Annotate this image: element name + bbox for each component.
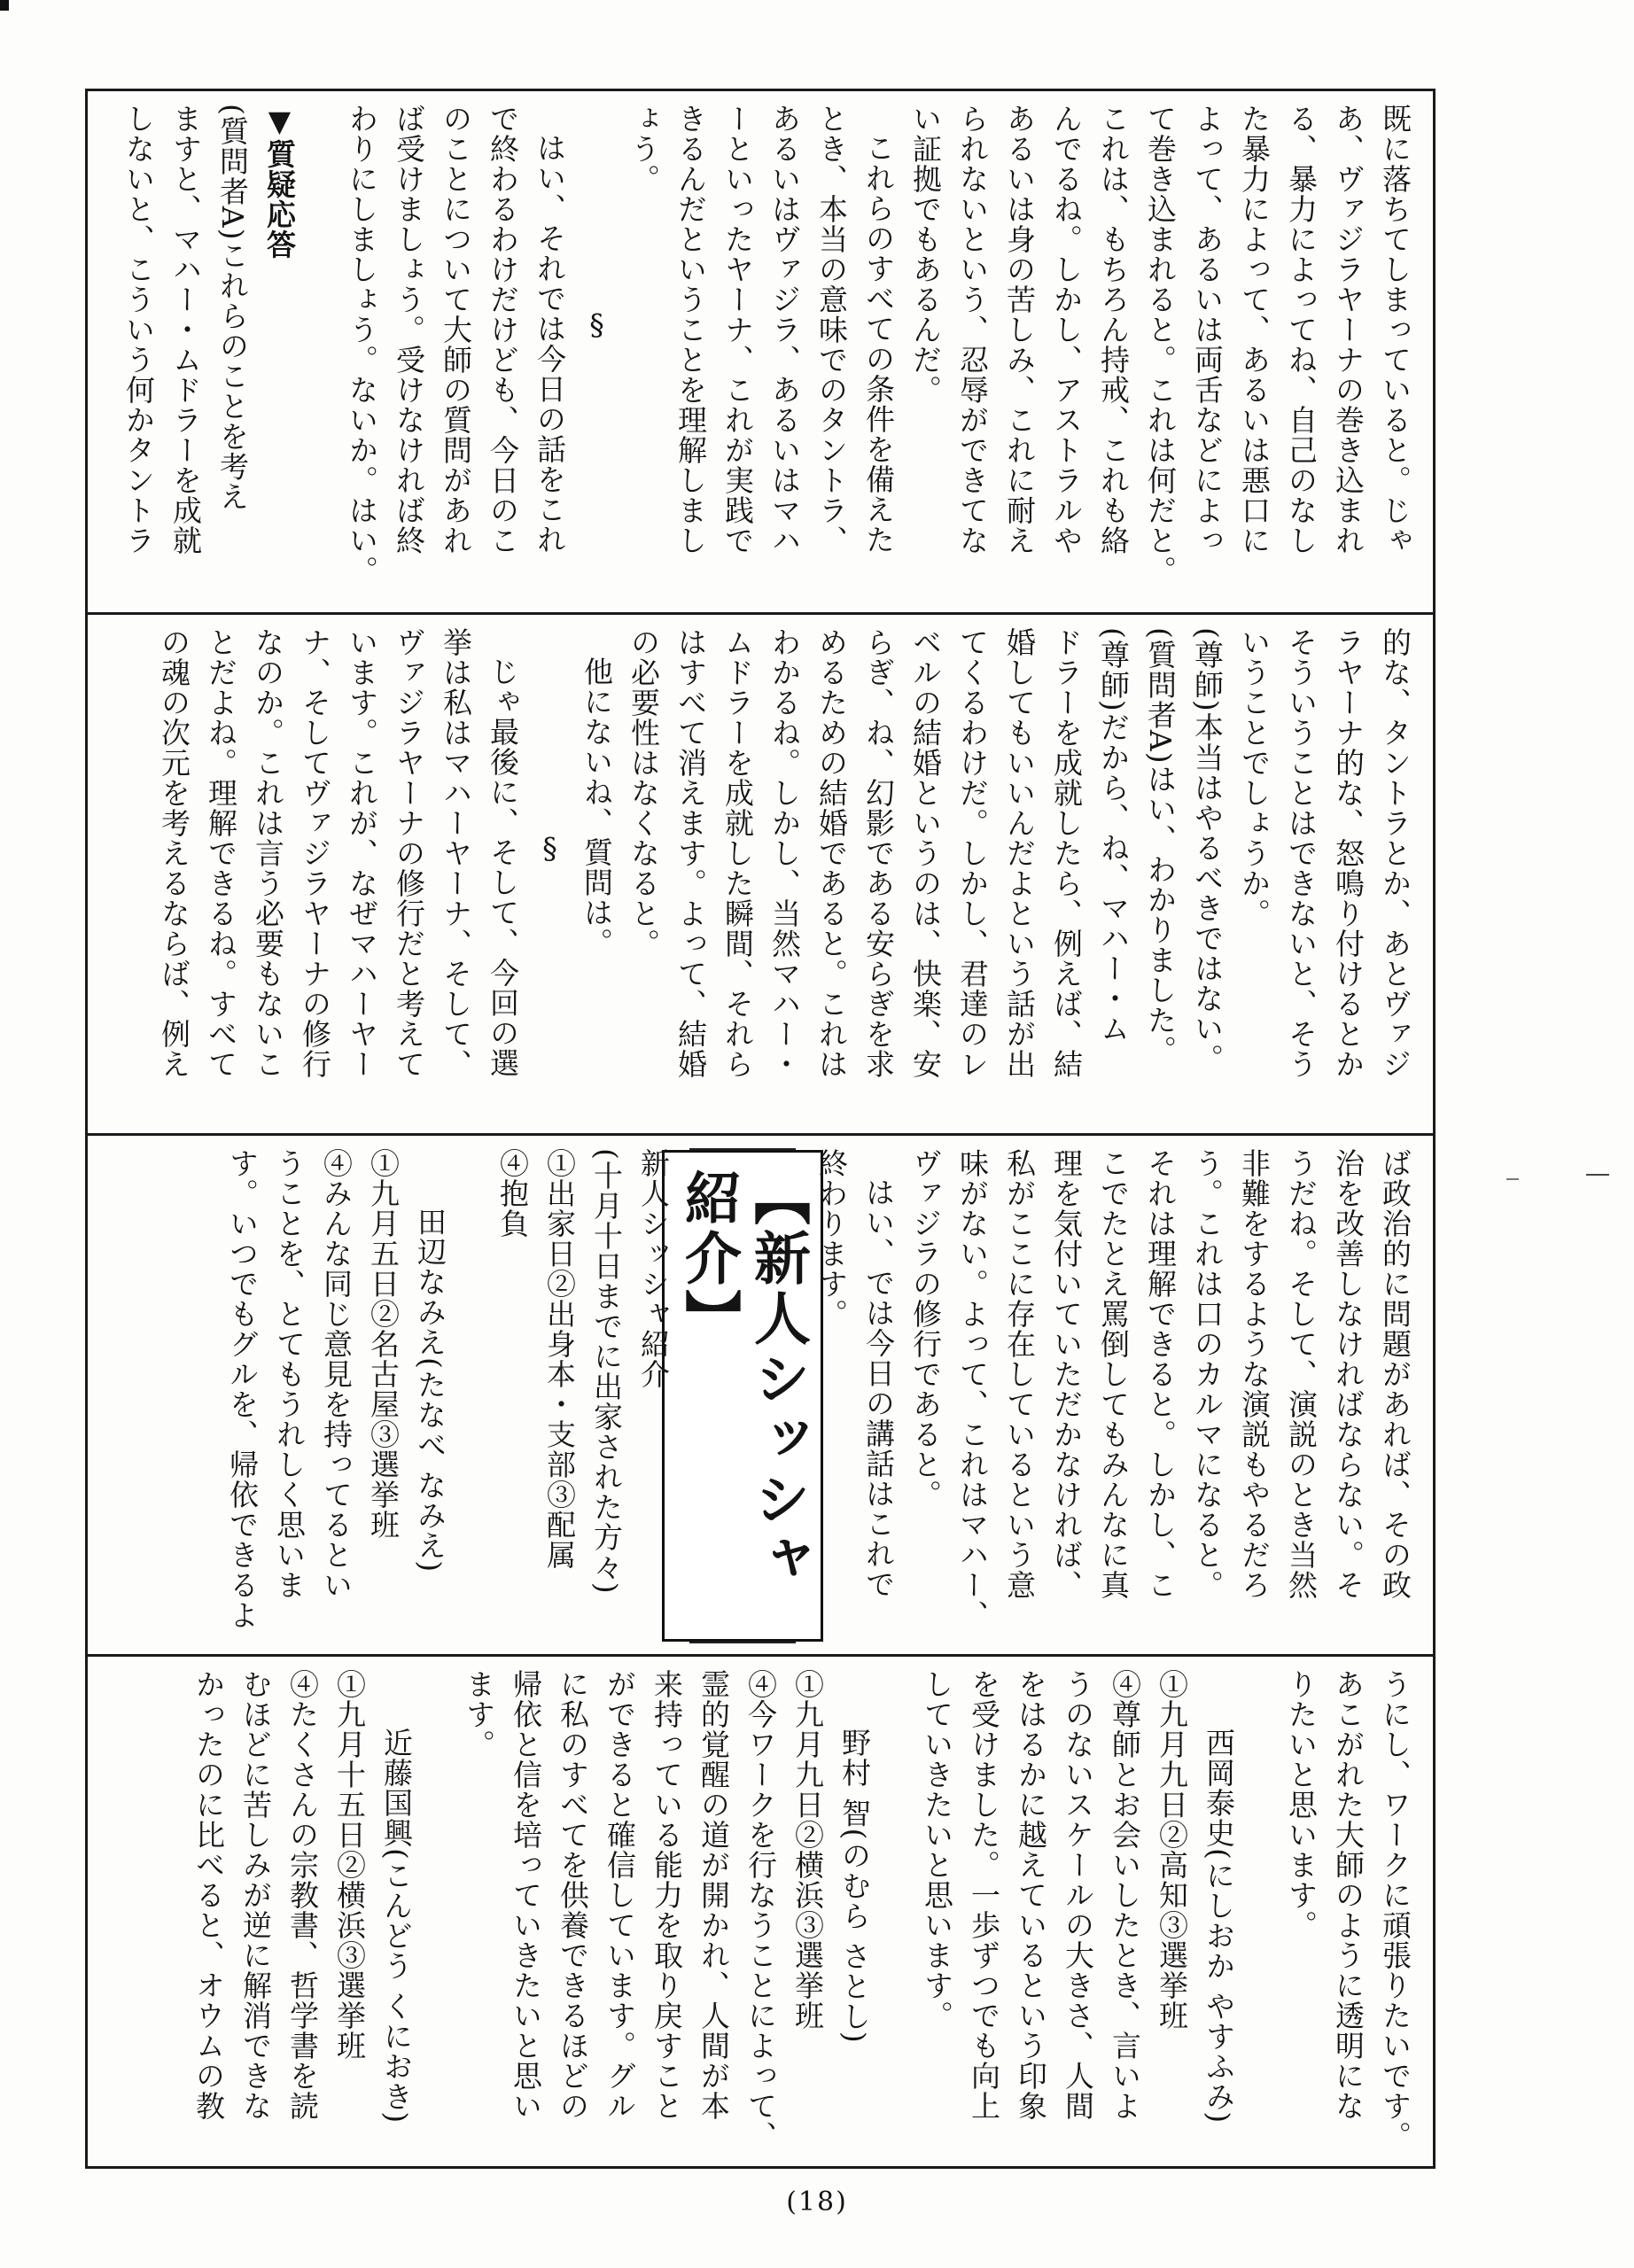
- text-column: うのないスケールの大きさ、人間: [1061, 1669, 1095, 2121]
- text-column: 霊的覚醒の道が開かれ、人間が本: [696, 1669, 731, 2121]
- tier-3-right-columns: [808, 1148, 1419, 1643]
- scan-artifact: [1506, 1178, 1519, 1180]
- text-column: そういうことはできないと、そう: [1284, 627, 1319, 1079]
- text-column: はい、それでは今日の話をこれ: [533, 133, 567, 555]
- text-column: むほどに苦しみが逆に解消できな: [238, 1669, 273, 2121]
- text-column: かったのに比べると、オウムの教: [191, 1669, 226, 2121]
- text-column: んでるね。しかし、アストラルや: [1049, 104, 1084, 555]
- text-column: 帰依と信を培っていきたいと思い: [509, 1669, 543, 2121]
- text-column: て巻き込まれると。これは何だと。: [1143, 104, 1178, 586]
- text-column: 挙は私はマハーヤーナ、そして、: [439, 627, 473, 1079]
- tier-3: [88, 1133, 1433, 1654]
- text-column: 理を気付いていただかなければ、: [1049, 1148, 1084, 1600]
- text-column: 的な、タントラとか、あとヴァジ: [1378, 627, 1412, 1079]
- tier-4: [88, 1654, 1433, 2171]
- tier-1-columns: [102, 104, 1419, 602]
- banner-title: 【新人シッシャ紹介】: [662, 1150, 823, 1642]
- text-column: い証拠でもあるんだ。: [908, 104, 943, 405]
- tier-1: [88, 91, 1433, 612]
- text-column: で終わるわけだけども、今日のこ: [486, 104, 520, 555]
- text-column: (尊師)本当はやるべきではない。: [1190, 627, 1225, 1074]
- text-column: とだよね。理解できるね。すべて: [204, 627, 238, 1079]
- text-column: ムドラーを成就した瞬間、それら: [720, 627, 755, 1079]
- text-column: ヴァジラヤーナの修行だと考えて: [392, 627, 426, 1079]
- text-column: (尊師)だから、ね、マハー・ム: [1096, 627, 1131, 1044]
- text-column: じゃ最後に、そして、今回の選: [486, 656, 520, 1078]
- text-column: 味がない。よって、これはマハー、: [955, 1148, 990, 1630]
- text-column: ①出家日②出身本・支部③配属: [542, 1148, 577, 1570]
- text-column: ができると確信しています。グル: [603, 1669, 637, 2121]
- text-column: ④抱負: [495, 1148, 530, 1239]
- text-column: ょう。: [626, 104, 661, 194]
- text-column: 野村 智(のむら さとし): [837, 1728, 872, 2044]
- scan-artifact: [0, 0, 9, 11]
- text-column: ベルの結婚というのは、快楽、安: [908, 627, 943, 1079]
- new-shisha-banner: [675, 1148, 810, 1643]
- text-column: 治を改善しなければならない。そ: [1331, 1148, 1366, 1600]
- text-column: していきたいと思います。: [920, 1669, 954, 2031]
- text-column: 新人シッシャ紹介: [636, 1148, 671, 1389]
- text-column: これは、もちろん持戒、これも絡: [1096, 104, 1131, 555]
- text-column: (質問者A)これらのことを考え: [215, 104, 250, 512]
- text-column: 西岡泰史(にしおか やすふみ): [1202, 1728, 1236, 2124]
- text-column: の魂の次元を考えるならば、例え: [157, 627, 191, 1079]
- text-column: のことについて大師の質問があれ: [439, 104, 473, 555]
- text-column: ナ、そしてヴァジラヤーナの修行: [298, 627, 332, 1079]
- text-column: 近藤国興(こんどう くにおき): [379, 1728, 414, 2124]
- text-column: に私のすべてを供養できるほどの: [556, 1669, 590, 2121]
- text-column: 田辺なみえ(たなべ なみえ): [413, 1207, 447, 1573]
- text-column: めるための結婚であると。これは: [814, 627, 849, 1079]
- tier-4-columns: [102, 1669, 1419, 2161]
- text-column: る、暴力によってね、自己のなし: [1284, 104, 1319, 555]
- text-column: ▼質疑応答: [262, 104, 297, 260]
- text-column: わかるね。しかし、当然マハー・: [767, 627, 802, 1079]
- text-column: あるいはヴァジラ、あるいはマハ: [767, 104, 802, 555]
- text-column: [420, 1669, 455, 2161]
- text-column: うにし、ワークに頑張りたいです。: [1378, 1669, 1412, 2151]
- text-column: とき、本当の意味でのタントラ、: [814, 104, 849, 555]
- text-column: あ、ヴァジラヤーナの巻き込まれ: [1331, 104, 1366, 555]
- text-column: これらのすべての条件を備えた: [861, 133, 896, 555]
- text-column: 終わります。: [814, 1148, 849, 1329]
- text-column: 既に落ちてしまっていると。じゃ: [1378, 104, 1412, 555]
- tier-3-left-columns: [219, 1148, 677, 1643]
- text-column: う。これは口のカルマになると。: [1190, 1148, 1225, 1600]
- text-column: [303, 104, 338, 602]
- text-column: 婚してもいいんだよという話が出: [1002, 627, 1037, 1079]
- text-column: ヴァジラの修行であると。: [908, 1148, 943, 1510]
- text-column: [878, 1669, 914, 2161]
- text-column: ④たくさんの宗教書、哲学書を読: [285, 1669, 320, 2121]
- text-column: はい、では今日の講話はこれで: [861, 1177, 896, 1599]
- text-column: それは理解できると。しかし、こ: [1143, 1148, 1178, 1600]
- text-column: をはるかに越えているという印象: [1014, 1669, 1048, 2121]
- text-column: ます。: [462, 1669, 496, 1759]
- text-column: ④みんな同じ意見を持ってるとい: [319, 1148, 354, 1600]
- text-column: なのか。これは言う必要もないこ: [251, 627, 285, 1079]
- text-column: うことを、とてもうれしく思いま: [272, 1148, 307, 1600]
- text-column: こでたとえ罵倒してもみんなに真: [1096, 1148, 1131, 1600]
- text-column: た暴力によって、あるいは悪口に: [1237, 104, 1272, 555]
- text-column: の必要性はなくなると。: [626, 627, 661, 959]
- text-column: うだね。そして、演説のとき当然: [1284, 1148, 1319, 1600]
- text-column: ば政治的に問題があれば、その政: [1378, 1148, 1412, 1600]
- tier-2: [88, 612, 1433, 1133]
- text-column: りたいと思います。: [1284, 1669, 1319, 1940]
- text-column: 来持っている能力を取り戻すこと: [650, 1669, 684, 2121]
- text-column: ①九月九日②高知③選挙班: [1155, 1669, 1189, 2031]
- text-column: (十月十日までに出家された方々): [589, 1148, 624, 1595]
- scan-artifact: [1586, 1174, 1609, 1176]
- text-column: きるんだということを理解しまし: [673, 104, 708, 555]
- page-number: (18): [786, 2186, 848, 2218]
- text-column: いうことでしょうか。: [1237, 627, 1272, 928]
- text-column: 私がここに存在しているという意: [1002, 1148, 1037, 1600]
- text-column: しないと、こういう何かタントラ: [121, 104, 156, 555]
- text-column: (質問者A)はい、わかりました。: [1143, 627, 1178, 1066]
- text-column: らぎ、ね、幻影である安らぎを求: [861, 627, 896, 1079]
- text-column: ④今ワークを行なうことによって、: [743, 1669, 778, 2151]
- text-column: はすべて消えます。よって、結婚: [673, 627, 708, 1079]
- text-column: あこがれた大師のように透明にな: [1331, 1669, 1366, 2121]
- text-column: ①九月九日②横浜③選挙班: [790, 1669, 825, 2031]
- text-column: 他にないね、質問は。: [580, 656, 614, 958]
- text-column: ①九月十五日②横浜③選挙班: [332, 1669, 367, 2061]
- text-column: [454, 1148, 489, 1643]
- text-column: よって、あるいは両舌などによっ: [1190, 104, 1225, 555]
- text-column: §: [580, 307, 614, 343]
- text-column: ドラーを成就したら、例えば、結: [1049, 627, 1084, 1079]
- tier-3-split: [102, 1148, 1419, 1643]
- text-column: §: [533, 831, 567, 866]
- text-column: を受けました。一歩ずつでも向上: [967, 1669, 1001, 2121]
- text-column: ①九月五日②名古屋③選挙班: [366, 1148, 401, 1540]
- text-column: ラヤーナ的な、怒鳴り付けるとか: [1331, 627, 1366, 1079]
- text-column: す。いつでもグルを、帰依できるよ: [225, 1148, 260, 1630]
- tier-2-columns: [102, 627, 1419, 1122]
- text-column: ④尊師とお会いしたとき、言いよ: [1108, 1669, 1142, 2121]
- text-column: ますと、マハー・ムドラーを成就: [168, 104, 203, 555]
- page-frame: [85, 89, 1436, 2169]
- text-column: わりにしましょう。ないか。はい。: [345, 104, 379, 586]
- text-column: あるいは身の苦しみ、これに耐え: [1002, 104, 1037, 555]
- text-column: ーといったヤーナ、これが実践で: [720, 104, 755, 555]
- text-column: てくるわけだ。しかし、君達のレ: [955, 627, 990, 1079]
- text-column: 非難をするような演説もやるだろ: [1237, 1148, 1272, 1600]
- text-column: ば受けましょう。受けなければ終: [392, 104, 426, 555]
- text-column: られないという、忍辱ができてな: [955, 104, 990, 555]
- text-column: います。これが、なぜマハーヤー: [345, 627, 379, 1079]
- text-column: [1242, 1669, 1278, 2161]
